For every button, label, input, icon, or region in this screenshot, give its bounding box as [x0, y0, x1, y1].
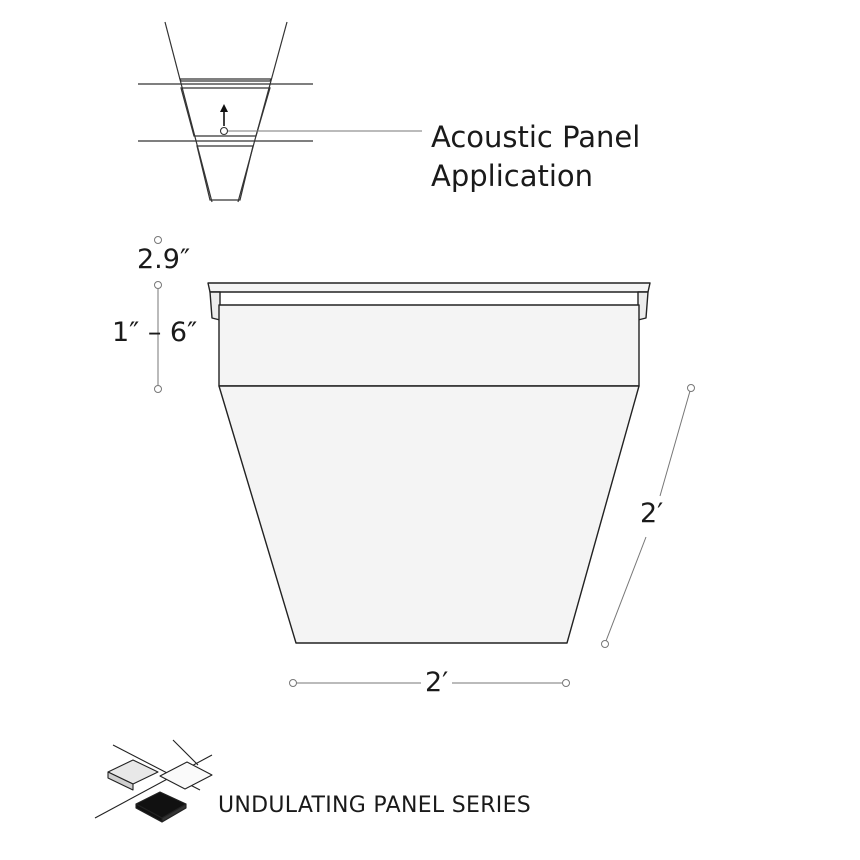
- side-dim-node-top: [688, 385, 695, 392]
- dim-node-top: [155, 237, 162, 244]
- panel-stack-logo: [95, 740, 212, 822]
- bottom-width-label: 2′: [421, 669, 452, 696]
- panel-face: [219, 386, 639, 643]
- application-label: [431, 118, 640, 196]
- depth-range-label: 1″ – 6″: [112, 317, 198, 348]
- series-name: UNDULATING PANEL SERIES: [218, 793, 532, 818]
- dim-node-bottom: [155, 386, 162, 393]
- bottom-dim-node-right: [563, 680, 570, 687]
- panel-frame: [219, 305, 639, 386]
- dim-node-mid: [155, 282, 162, 289]
- up-arrow-icon: [220, 104, 228, 135]
- lip-height-label: 2.9″: [137, 244, 191, 275]
- thumb-top-cell: [180, 79, 271, 81]
- side-dim-node-bottom: [602, 641, 609, 648]
- thumb-left-edge: [165, 22, 212, 202]
- thumb-bottom-cell: [197, 146, 253, 200]
- side-dim-line-lower: [606, 537, 646, 641]
- side-dim-line-upper: [660, 391, 690, 496]
- bottom-dim-node-left: [290, 680, 297, 687]
- panel-lip: [208, 283, 650, 292]
- side-length-label: 2′: [640, 498, 664, 529]
- panel-drawing: [208, 283, 650, 643]
- application-label-line1: Acoustic Panel: [431, 120, 641, 154]
- application-label-line2: Application: [431, 159, 594, 193]
